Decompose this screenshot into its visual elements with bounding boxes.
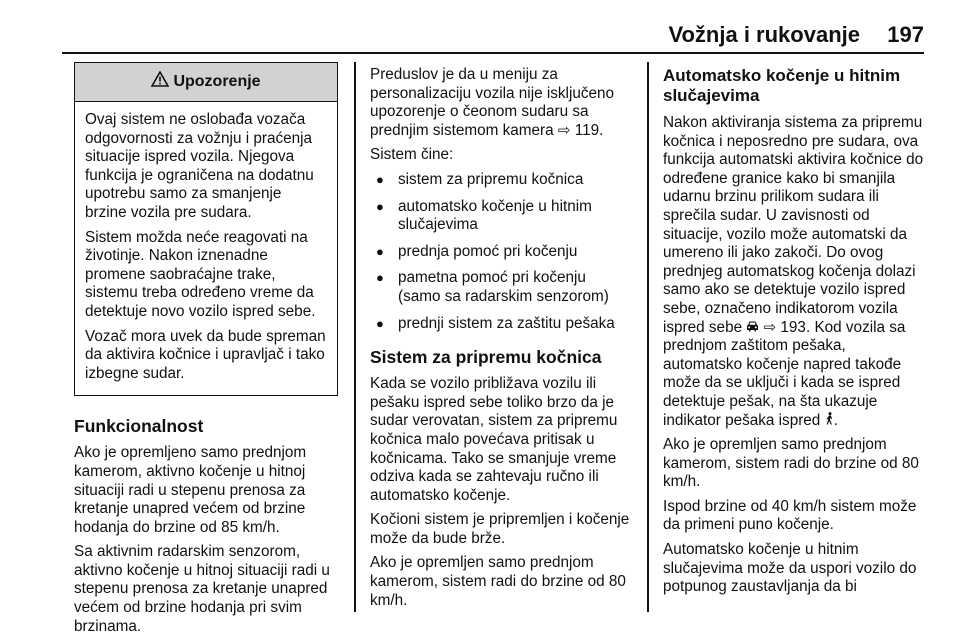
body-paragraph: Ispod brzine od 40 km/h sistem može da primeni puno kočenje. — [663, 497, 917, 534]
system-label: Sistem čine: — [370, 146, 454, 164]
list-item: ● automatsko kočenje u hitnim slučajevima — [370, 198, 632, 235]
warning-body — [75, 102, 337, 395]
arrow-ref-icon: ⇨ — [763, 318, 777, 336]
functionality-paragraph: Ako je opremljeno samo prednjom kamerom, aktivno kočenje u hitnoj situaciji radi u stepenu prenosa za kretanje unapred većem od brzine hodanja do brzine od 85 km/h. — [74, 444, 307, 536]
page-header — [0, 18, 960, 54]
warning-paragraph: Ovaj sistem ne oslobađa vozača odgovornosti za vožnju i praćenja situacije ispred vozila. Njegova funkcija je ograničena na dodatnu upotrebu samo za smanjenje brzine vozila pre sudara. — [85, 111, 314, 221]
pedestrian-icon — [825, 412, 834, 429]
functionality-paragraph: Sa aktivnim radarskim senzorom, aktivno kočenje u hitnoj situaciji radi u stepenu prenosa za kretanje unapred većem od brzine hodanja pri svim brzinama. — [74, 543, 330, 635]
arrow-ref-icon: ⇨ — [557, 121, 571, 139]
list-item: ● sistem za pripremu kočnica — [370, 171, 632, 190]
header-rule — [62, 52, 924, 54]
section-title: Vožnja i rukovanje — [668, 22, 860, 47]
warning-triangle-icon — [151, 71, 169, 93]
paragraph-text: 193. Kod vozila sa prednjom zaštitom pešaka, automatsko kočenje napred takođe može da se uključi i kada se ispred detektuje pešak, na šta ukazuje indikator pešaka ispred — [663, 318, 906, 429]
car-front-icon — [746, 319, 759, 336]
body-paragraph: Kada se vozilo približava vozilu ili pešaku ispred sebe toliko brzo da je sudar verovatan, sistem za pripremu kočnica malo povećava pritisak u kočnicama. Tako se smanjuje vreme odziva kada se zahtevaju ručno ili automatsko kočenje. — [370, 375, 618, 504]
page-reference[interactable]: 119. — [574, 121, 604, 139]
list-item: ● pametna pomoć pri kočenju (samo sa radarskim senzorom) — [370, 269, 632, 306]
column-divider — [354, 62, 356, 612]
column-divider — [647, 62, 649, 612]
body-paragraph: Kočioni sistem je pripremljen i kočenje može da bude brže. — [370, 511, 630, 547]
brake-prep-heading: Sistem za pripremu kočnica — [370, 347, 602, 368]
column-3 — [663, 66, 925, 603]
system-components-list — [370, 171, 632, 333]
paragraph-end: . — [833, 411, 838, 429]
prerequisite-paragraph — [370, 66, 632, 140]
warning-paragraph: Sistem možda neće reagovati na životinje. Nakon iznenadne promene saobraćajne trake, sistemu treba određeno vreme da detektuje novo vozilo ispred sebe. — [85, 228, 316, 320]
page-number: 197 — [887, 22, 924, 47]
body-paragraph: Ako je opremljen samo prednjom kamerom, sistem radi do brzine od 80 km/h. — [663, 436, 919, 491]
emergency-braking-heading: Automatsko kočenje u hitnim slučajevima — [663, 66, 901, 105]
body-paragraph: Ako je opremljen samo prednjom kamerom, sistem radi do brzine od 80 km/h. — [370, 554, 626, 609]
body-paragraph: Automatsko kočenje u hitnim slučajevima može da uspori vozilo do potpunog zaustavljanja da bi — [663, 541, 917, 596]
warning-paragraph: Vozač mora uvek da bude spreman da aktivira kočnice i upravljač i tako izbegne sudar. — [85, 327, 326, 382]
list-item: ● prednji sistem za zaštitu pešaka — [370, 315, 632, 334]
paragraph-text: Nakon aktiviranja sistema za pripremu kočnica i neposredno pre sudara, ova funkcija automatski aktivira kočnice do određene granice kako bi smanjila udarnu brzinu prilikom sudara ili sprečila sudar. U zavisnosti od situacije, vozilo može automatski da umereno ili jako zakoči. Do ovog prednjeg automatskog kočenja dolazi samo ako se detektuje vozilo ispred sebe, označeno indikatorom vozila ispred sebe — [663, 114, 924, 336]
column-2 — [370, 66, 632, 616]
column-1 — [74, 62, 340, 642]
prerequisite-text: Preduslov je da u meniju za personalizaciju vozila nije isključeno upozorenje o čeonom sudaru sa prednjim sistemom kamera — [370, 66, 615, 139]
warning-header — [75, 63, 337, 102]
warning-title: Upozorenje — [173, 72, 261, 90]
functionality-heading: Funkcionalnost — [74, 416, 204, 437]
emergency-braking-paragraph — [663, 114, 925, 430]
list-item: ● prednja pomoć pri kočenju — [370, 243, 632, 262]
warning-box — [74, 62, 338, 396]
